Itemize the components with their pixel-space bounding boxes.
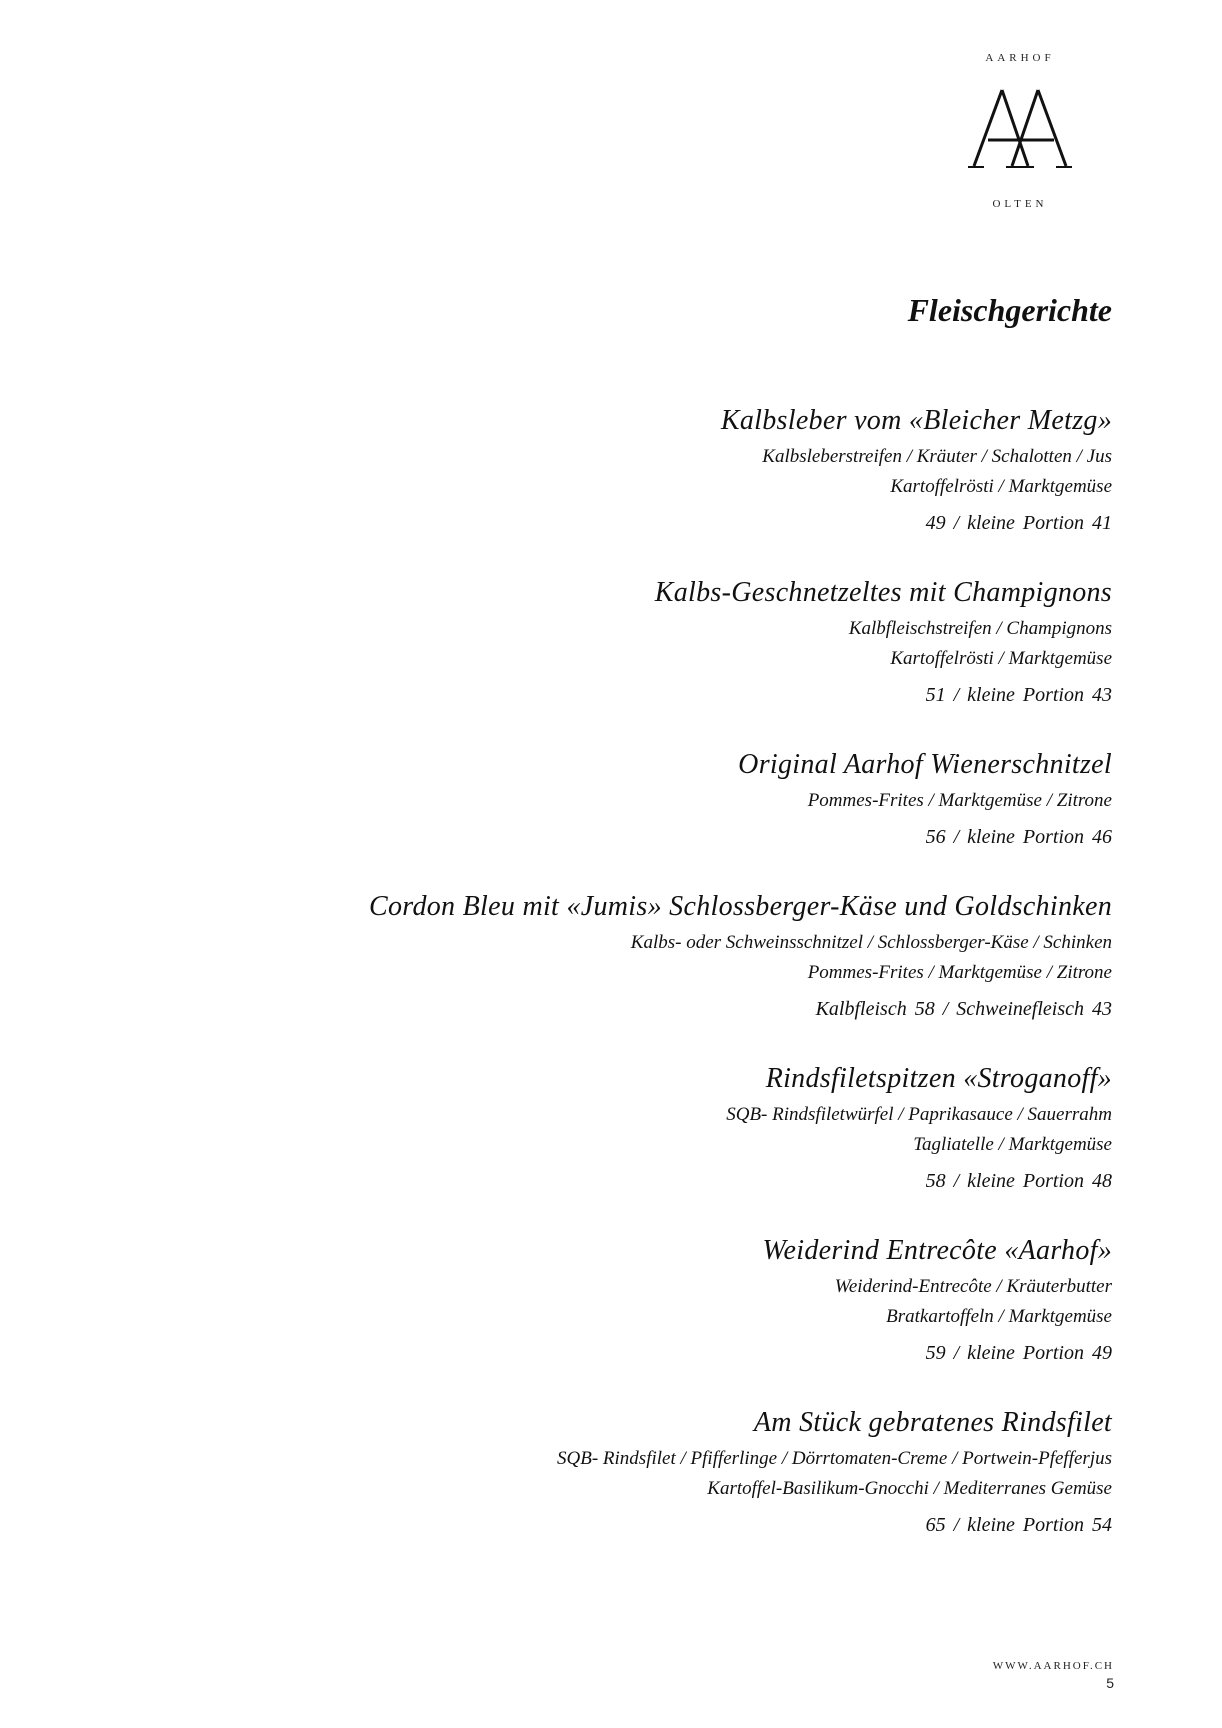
dish-description: Weiderind-Entrecôte / Kräuterbutter xyxy=(834,1276,1112,1297)
dish-sides: Kartoffelrösti / Marktgemüse xyxy=(890,476,1112,497)
dish-description: SQB- Rindsfilet / Pfifferlinge / Dörrtomaten-Creme / Portwein-Pfefferjus xyxy=(557,1448,1112,1469)
menu-item xyxy=(212,576,1112,710)
dish-sides: Tagliatelle / Marktgemüse xyxy=(913,1134,1112,1155)
aarhof-monogram-icon xyxy=(968,86,1072,172)
menu-list xyxy=(212,404,1112,1578)
dish-description: SQB- Rindsfiletwürfel / Paprikasauce / Sauerrahm xyxy=(726,1104,1112,1125)
dish-price: 65 / kleine Portion 54 xyxy=(925,1514,1112,1536)
dish-price: 56 / kleine Portion 46 xyxy=(925,826,1112,848)
dish-price: Kalbfleisch 58 / Schweinefleisch 43 xyxy=(815,998,1112,1020)
dish-name: Kalbsleber vom «Bleicher Metzg» xyxy=(720,405,1112,436)
dish-sides: Kartoffelrösti / Marktgemüse xyxy=(890,648,1112,669)
menu-item xyxy=(212,1062,1112,1196)
dish-description: Kalbfleischstreifen / Champignons xyxy=(848,618,1112,639)
dish-name: Am Stück gebratenes Rindsfilet xyxy=(753,1407,1112,1438)
dish-sides: Bratkartoffeln / Marktgemüse xyxy=(886,1306,1112,1327)
dish-description: Kalbs- oder Schweinsschnitzel / Schlossberger-Käse / Schinken xyxy=(630,932,1112,953)
dish-name: Rindsfiletspitzen «Stroganoff» xyxy=(765,1063,1112,1094)
page-footer xyxy=(993,1660,1114,1691)
website-url: WWW.AARHOF.CH xyxy=(992,1660,1114,1672)
dish-name: Original Aarhof Wienerschnitzel xyxy=(738,749,1112,780)
brand-name: AARHOF xyxy=(985,52,1055,64)
dish-name: Weiderind Entrecôte «Aarhof» xyxy=(762,1235,1112,1266)
brand-logo xyxy=(960,52,1080,210)
dish-sides: Pommes-Frites / Marktgemüse / Zitrone xyxy=(807,962,1112,983)
dish-name: Cordon Bleu mit «Jumis» Schlossberger-Käse und Goldschinken xyxy=(369,891,1112,922)
menu-item xyxy=(212,1234,1112,1368)
dish-sides: Kartoffel-Basilikum-Gnocchi / Mediterranes Gemüse xyxy=(707,1478,1112,1499)
dish-price: 58 / kleine Portion 48 xyxy=(925,1170,1112,1192)
dish-price: 49 / kleine Portion 41 xyxy=(925,512,1112,534)
menu-item xyxy=(212,890,1112,1024)
menu-item xyxy=(212,404,1112,538)
dish-price: 51 / kleine Portion 43 xyxy=(925,684,1112,706)
brand-location: OLTEN xyxy=(992,198,1048,210)
dish-description: Kalbsleberstreifen / Kräuter / Schalotten / Jus xyxy=(762,446,1112,467)
dish-name: Kalbs-Geschnetzeltes mit Champignons xyxy=(654,577,1112,608)
dish-description: Pommes-Frites / Marktgemüse / Zitrone xyxy=(807,790,1112,811)
section-title: Fleischgerichte xyxy=(907,292,1112,328)
page-number: 5 xyxy=(1106,1675,1114,1691)
menu-item xyxy=(212,748,1112,852)
dish-price: 59 / kleine Portion 49 xyxy=(925,1342,1112,1364)
menu-item xyxy=(212,1406,1112,1540)
